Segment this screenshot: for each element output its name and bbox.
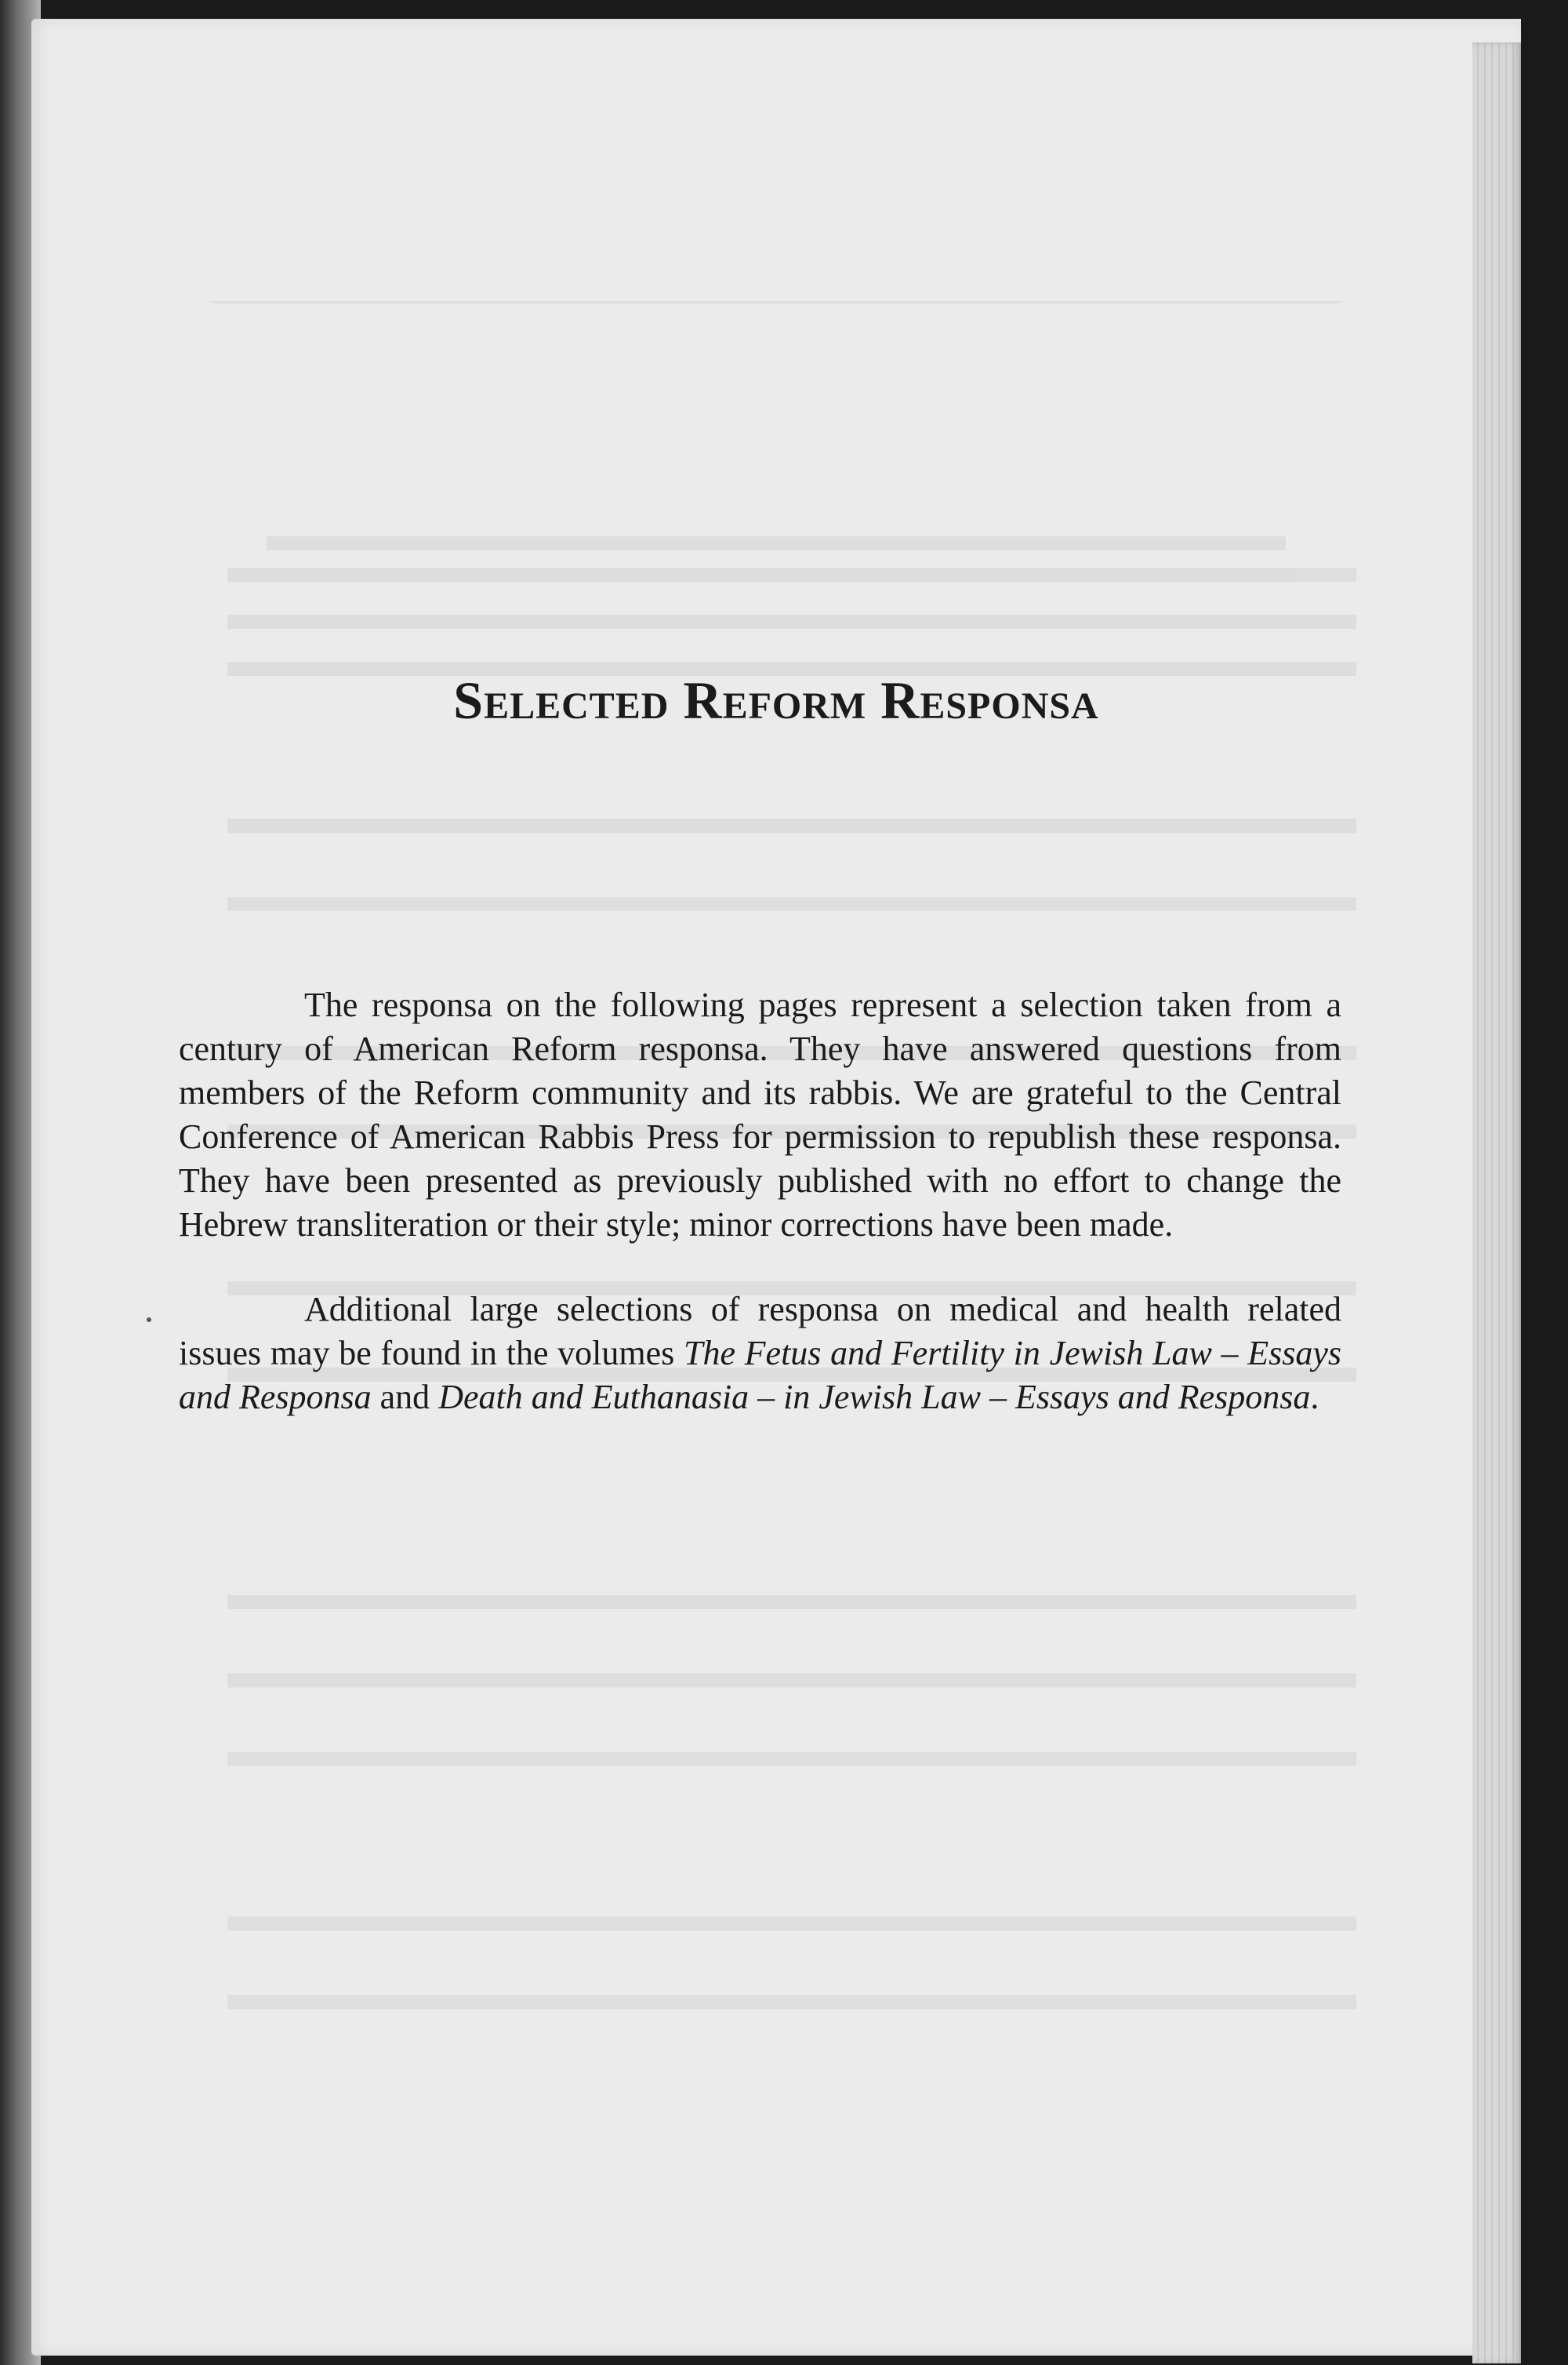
show-through-rule	[212, 301, 1341, 303]
body-text	[179, 983, 1341, 1460]
paragraph-additional	[179, 1288, 1341, 1419]
page-title: Selected Reform Responsa	[453, 670, 1099, 730]
book-page	[31, 19, 1521, 2356]
book-title: Death and Euthanasia – in Jewish Law – Essays and Responsa	[438, 1378, 1311, 1416]
book-title: The Fetus and Fertility in Jewish Law – Essays and Responsa	[179, 1334, 1341, 1416]
margin-mark	[147, 1317, 151, 1322]
paragraph-text: and	[371, 1378, 439, 1416]
show-through-line	[227, 1595, 1356, 1609]
paragraph-intro: The responsa on the following pages represent a selection taken from a century of American Reform responsa. They have answered questions from members of the Reform community and its rabbis. We are grateful to the Central Conference of American Rabbis Press for permission to republish these responsa. They have been presented as previously published with no effort to change the Hebrew transliteration or their style; minor corrections have been made.	[179, 986, 1341, 1244]
show-through-line	[227, 897, 1356, 911]
paragraph-text: Additional large selections of responsa on medical and health related issues may be found in the volumes	[179, 1290, 1341, 1372]
show-through-line	[227, 819, 1356, 833]
show-through-line	[227, 1995, 1356, 2009]
show-through-line	[227, 1673, 1356, 1687]
paragraph-text: .	[1310, 1378, 1319, 1416]
show-through-line	[227, 568, 1356, 582]
show-through-line	[227, 1752, 1356, 1766]
show-through-line	[227, 615, 1356, 629]
page-stack-edge	[1472, 42, 1521, 2363]
show-through-line	[227, 1916, 1356, 1931]
show-through-line	[267, 536, 1286, 550]
